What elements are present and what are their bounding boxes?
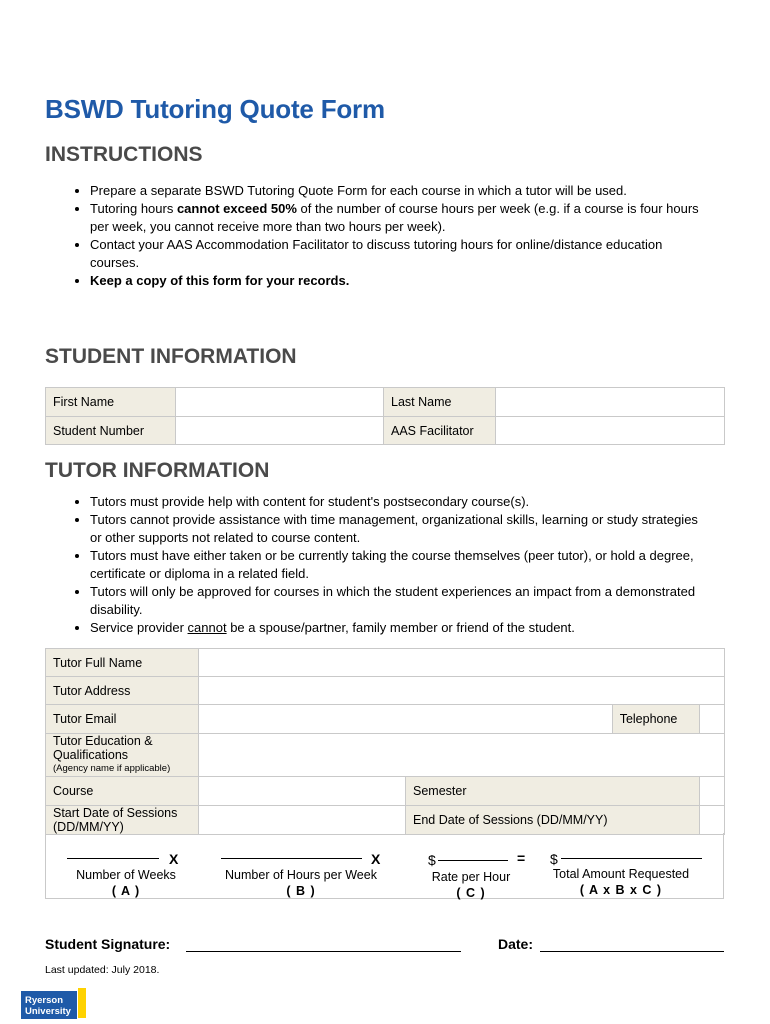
tutor-full-name-field[interactable] — [199, 649, 725, 677]
multiply-sign: X — [169, 851, 179, 867]
tutor-info-table — [45, 648, 725, 835]
equals-sign: = — [517, 850, 526, 866]
last-name-field[interactable] — [496, 388, 725, 417]
student-info-table — [45, 387, 725, 445]
tutor-info-heading: TUTOR INFORMATION — [45, 459, 270, 482]
first-name-field[interactable] — [176, 388, 384, 417]
weeks-input[interactable] — [67, 844, 159, 859]
end-date-label: End Date of Sessions (DD/MM/YY) — [406, 806, 700, 835]
student-signature-label: Student Signature: — [45, 936, 171, 952]
telephone-field[interactable] — [699, 705, 724, 734]
dollar-sign: $ — [428, 852, 436, 868]
instruction-item: • Contact your AAS Accommodation Facilitator to discuss tutoring hours for online/distance education courses. — [90, 236, 710, 272]
instruction-item: • Tutoring hours cannot exceed 50% of the number of course hours per week (e.g. if a course is four hours per week, you cannot receive more than two hours per week). — [90, 200, 710, 236]
tutor-address-field[interactable] — [199, 677, 725, 705]
weeks-caption: Number of Weeks ( A ) — [76, 868, 176, 898]
tutor-education-note: (Agency name if applicable) — [53, 763, 171, 774]
student-number-field[interactable] — [176, 417, 384, 445]
date-label: Date: — [498, 936, 534, 952]
tutor-email-label: Tutor Email — [46, 705, 199, 734]
instructions-heading: INSTRUCTIONS — [45, 143, 203, 166]
total-input[interactable] — [561, 844, 702, 859]
tutor-rule-item: • Tutors must have either taken or be currently taking the course themselves (peer tutor), or hold a degree, certificate or diploma in a related field. — [90, 547, 710, 583]
instruction-item: • Prepare a separate BSWD Tutoring Quote Form for each course in which a tutor will be used. — [90, 182, 710, 200]
tutor-rule-item: • Service provider cannot be a spouse/partner, family member or friend of the student. — [90, 619, 710, 637]
aas-facilitator-label: AAS Facilitator — [384, 417, 496, 445]
tutor-education-field[interactable] — [199, 734, 725, 777]
semester-label: Semester — [406, 777, 700, 806]
course-field[interactable] — [199, 777, 406, 806]
last-updated-note: Last updated: July 2018. — [45, 964, 160, 976]
aas-facilitator-field[interactable] — [496, 417, 725, 445]
total-caption: Total Amount Requested ( A x B x C ) — [552, 867, 690, 897]
instructions-list — [66, 182, 710, 290]
start-date-field[interactable] — [199, 806, 406, 835]
tutor-education-label: Tutor Education & Qualifications (Agency name if applicable) — [46, 734, 199, 777]
hours-caption: Number of Hours per Week ( B ) — [225, 868, 377, 898]
semester-field[interactable] — [699, 777, 724, 806]
tutor-email-field[interactable] — [199, 705, 613, 734]
student-info-heading: STUDENT INFORMATION — [45, 345, 297, 368]
tutor-rule-item: • Tutors must provide help with content for student's postsecondary course(s). — [90, 493, 710, 511]
course-label: Course — [46, 777, 199, 806]
start-date-label: Start Date of Sessions (DD/MM/YY) — [46, 806, 199, 835]
telephone-label: Telephone — [612, 705, 699, 734]
tutor-rule-item: • Tutors cannot provide assistance with time management, organizational skills, learning or study strategies or other supports not related to course content. — [90, 511, 710, 547]
first-name-label: First Name — [46, 388, 176, 417]
student-number-label: Student Number — [46, 417, 176, 445]
form-title: BSWD Tutoring Quote Form — [45, 94, 385, 124]
rate-input[interactable] — [438, 846, 508, 861]
instruction-item: • Keep a copy of this form for your records. — [90, 272, 710, 290]
ryerson-university-logo: Ryerson University — [21, 991, 77, 1019]
tutor-address-label: Tutor Address — [46, 677, 199, 705]
last-name-label: Last Name — [384, 388, 496, 417]
tutor-full-name-label: Tutor Full Name — [46, 649, 199, 677]
tutor-rules-list — [66, 493, 710, 637]
date-field[interactable] — [540, 950, 724, 952]
multiply-sign: X — [371, 851, 381, 867]
cost-calculation — [45, 833, 724, 899]
end-date-field[interactable] — [699, 806, 724, 835]
student-signature-field[interactable] — [186, 950, 461, 952]
logo-accent-bar — [78, 988, 86, 1018]
dollar-sign: $ — [550, 851, 558, 867]
tutor-rule-item: • Tutors will only be approved for courses in which the student experiences an impact from a demonstrated disability. — [90, 583, 710, 619]
hours-input[interactable] — [221, 844, 362, 859]
rate-caption: Rate per Hour ( C ) — [431, 870, 511, 900]
